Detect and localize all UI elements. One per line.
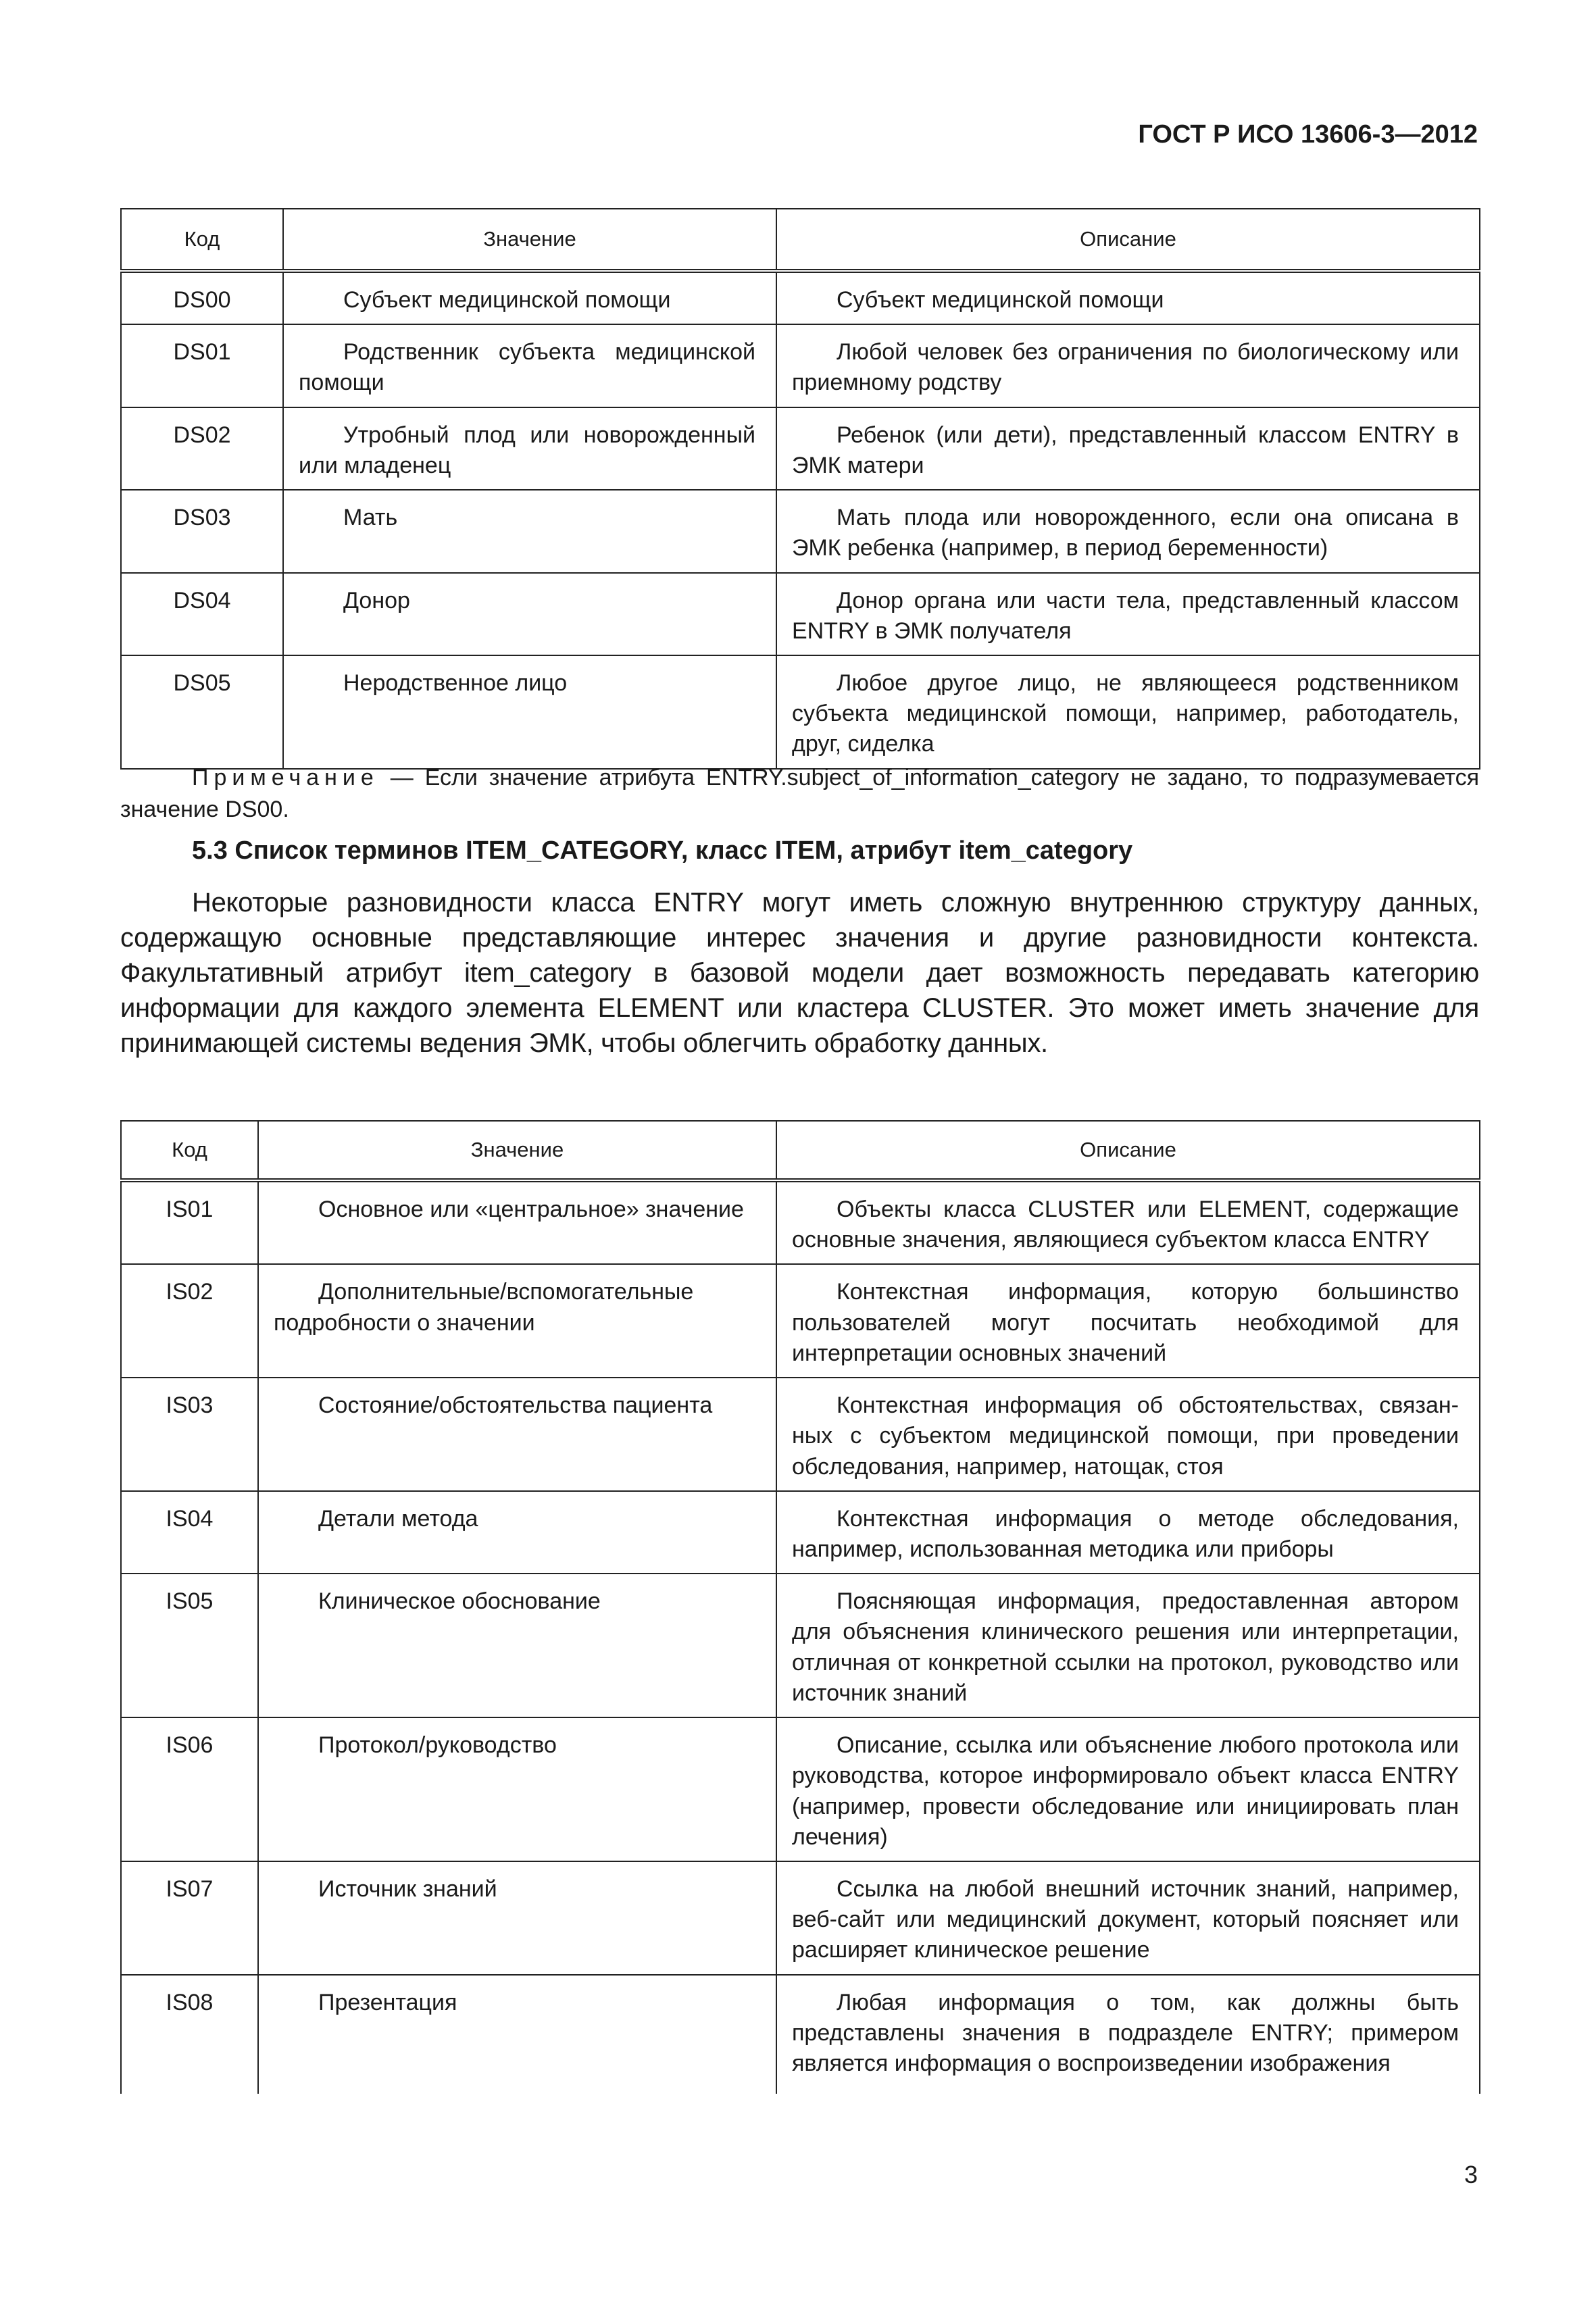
note-label: Примечание (192, 765, 379, 790)
body-paragraph: Некоторые разновидности класса ENTRY могут иметь сложную внутреннюю структуру данных, содержащую основные представляющие интерес значения и другие разновидности контекста. Факультативный атрибут item_category в базовой модели дает возможность передавать категорию информации для каждого элемента ELEMENT или кластера CLUSTER. Это может иметь значение для принимающей системы ведения ЭМК, чтобы облегчить обработку данных. (120, 888, 1479, 1058)
code-cell: DS03 (121, 490, 283, 572)
description-cell: Описание, ссылка или объяснение любого протокола или руководства, которое информировало объект класса ENTRY (например, провести обследование или инициировать план лечения) (792, 1732, 1459, 1850)
code-cell: IS07 (121, 1861, 258, 1975)
table-row (121, 1861, 1480, 1975)
table-row (121, 271, 1480, 324)
description-cell: Поясняющая информация, предоставленная автором для объяснения клинического решения или интерпретации, отличная от конкретной ссылки на протокол, руководство или источник знаний (792, 1588, 1459, 1706)
table-row (121, 1975, 1480, 2094)
column-header-description: Описание (776, 1121, 1480, 1180)
code-cell: DS04 (121, 573, 283, 655)
description-cell: Субъект медицинской помощи (837, 287, 1164, 313)
description-cell: Любая информация о том, как должны быть представлены значения в подразделе ENTRY; примером является информация о воспроизведении изображения (792, 1989, 1459, 2077)
code-cell: IS01 (121, 1180, 258, 1264)
code-cell: IS06 (121, 1717, 258, 1861)
item-category-table (120, 1120, 1480, 2094)
code-cell: DS05 (121, 655, 283, 769)
description-cell: Ребенок (или дети), представленный классом ENTRY в ЭМК матери (792, 422, 1459, 478)
value-cell: Дополнительные/вспомогательные подробности о значении (274, 1279, 694, 1336)
subject-category-table (120, 208, 1480, 770)
value-cell: Неродственное лицо (343, 670, 568, 696)
table-row (121, 1264, 1480, 1378)
note-text: — Если значение атрибута ENTRY.subject_of_information_category не задано, то подразумевается значение DS00. (120, 765, 1479, 822)
code-cell: DS00 (121, 271, 283, 324)
table-row (121, 1574, 1480, 1717)
section-heading: 5.3 Список терминов ITEM_CATEGORY, класс ITEM, атрибут item_category (192, 836, 1133, 865)
table-row (121, 655, 1480, 769)
value-cell: Презентация (318, 1989, 457, 2015)
table-row (121, 407, 1480, 490)
value-cell: Основное или «центральное» значение (318, 1197, 744, 1222)
value-cell: Донор (343, 587, 410, 613)
value-cell: Родственник субъекта медицинской помощи (299, 339, 755, 396)
description-cell: Любой человек без ограничения по биологическому или приемному родству (792, 339, 1459, 396)
description-cell: Мать плода или новорожденного, если она описана в ЭМК ребенка (например, в период беременности) (792, 505, 1459, 561)
value-cell: Клиническое обоснование (318, 1588, 601, 1615)
value-cell: Утробный плод или новорожденный или младенец (299, 422, 755, 478)
code-cell: IS08 (121, 1975, 258, 2094)
column-header-value: Значение (283, 209, 776, 271)
table-row (121, 1717, 1480, 1861)
document-id: ГОСТ Р ИСО 13606-3—2012 (1138, 120, 1478, 149)
value-cell: Состояние/обстоятельства пациента (318, 1392, 713, 1419)
description-cell: Контекстная информация, которую большинство пользователей могут посчитать необходимой для интерпретации основных значений (792, 1279, 1459, 1366)
code-cell: DS01 (121, 324, 283, 407)
description-cell: Любое другое лицо, не являющееся родственником субъекта медицинской помощи, например, работодатель, друг, сиделка (792, 670, 1459, 757)
table-row (121, 324, 1480, 407)
code-cell: IS02 (121, 1264, 258, 1378)
column-header-value: Значение (258, 1121, 776, 1180)
code-cell: IS05 (121, 1574, 258, 1717)
table-row (121, 1378, 1480, 1491)
description-cell: Контекстная информация о методе обследования, например, использованная методика или приборы (792, 1505, 1459, 1562)
page-number: 3 (1464, 2161, 1478, 2188)
code-cell: DS02 (121, 407, 283, 490)
code-cell: IS04 (121, 1491, 258, 1574)
description-cell: Ссылка на любой внешний источник знаний, например, веб-сайт или медицинский документ, который поясняет или расширяет клиническое решение (792, 1876, 1459, 1963)
column-header-code: Код (121, 1121, 258, 1180)
description-cell: Контекстная информация об обстоятельствах, связан-ных с субъектом медицинской помощи, при проведении обследования, например, натощак, стоя (792, 1392, 1459, 1480)
value-cell: Протокол/руководство (318, 1732, 557, 1759)
value-cell: Детали метода (318, 1505, 478, 1532)
table-row (121, 490, 1480, 572)
description-cell: Донор органа или части тела, представленный классом ENTRY в ЭМК получателя (792, 587, 1459, 644)
value-cell: Мать (343, 505, 398, 531)
table-note (120, 762, 1479, 826)
column-header-code: Код (121, 209, 283, 271)
table-row (121, 573, 1480, 655)
table-row (121, 1491, 1480, 1574)
column-header-description: Описание (776, 209, 1480, 271)
table-row (121, 1180, 1480, 1264)
value-cell: Источник знаний (318, 1876, 497, 1902)
description-cell: Объекты класса CLUSTER или ELEMENT, содержащие основные значения, являющиеся субъектом класса ENTRY (792, 1197, 1459, 1253)
code-cell: IS03 (121, 1378, 258, 1491)
value-cell: Субъект медицинской помощи (343, 287, 671, 313)
